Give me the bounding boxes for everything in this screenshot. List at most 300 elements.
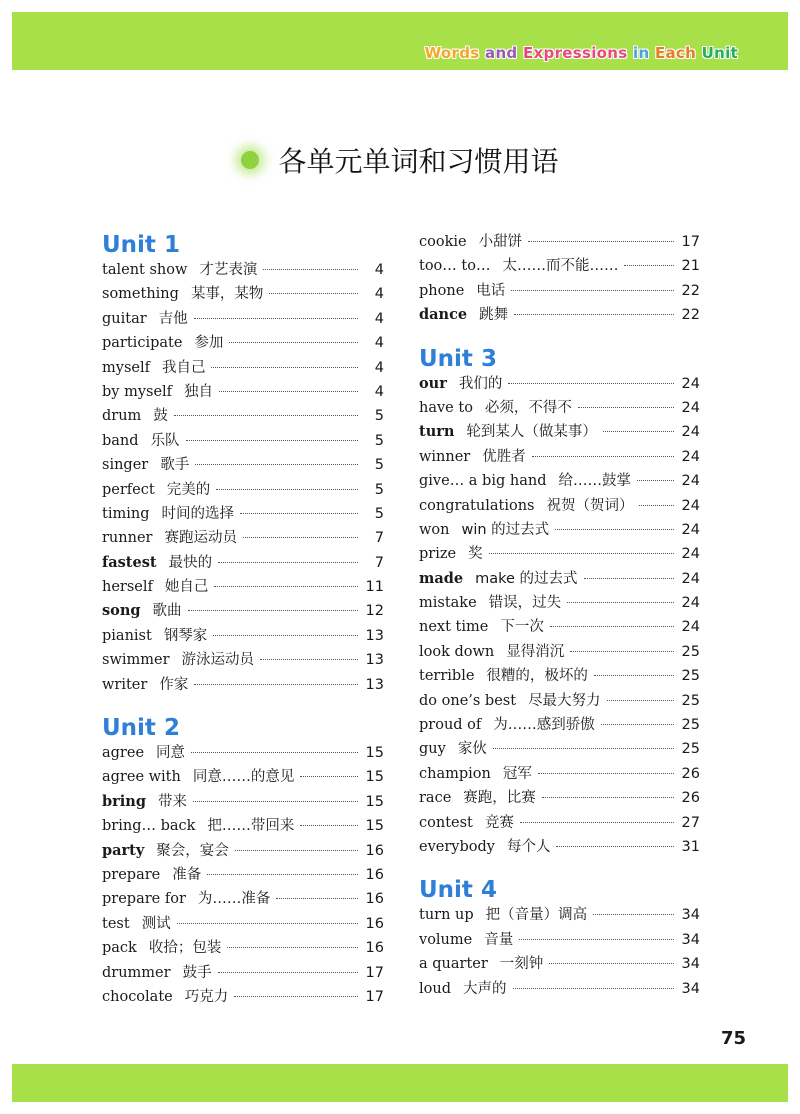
entry-english: herself — [102, 579, 153, 596]
vocab-entry — [102, 429, 384, 453]
entry-page: 24 — [681, 448, 700, 465]
entry-chinese: 电话 — [476, 282, 506, 299]
entry-page: 5 — [374, 408, 384, 425]
vocab-entry — [102, 790, 384, 814]
entry-page: 13 — [365, 652, 384, 669]
leader-dots — [528, 241, 674, 242]
leader-dots — [538, 773, 674, 774]
entry-english: winner — [419, 448, 471, 465]
vocab-entry — [419, 279, 700, 303]
vocab-entry — [419, 952, 700, 976]
green-dot-icon — [241, 151, 259, 169]
entry-page: 15 — [365, 793, 384, 810]
entry-page: 17 — [681, 234, 700, 250]
entry-chinese: 错误，过失 — [488, 595, 562, 612]
entry-page: 31 — [681, 838, 700, 855]
entry-english: have to — [419, 399, 473, 416]
entry-english: by myself — [102, 383, 173, 400]
entry-page: 5 — [374, 432, 384, 449]
leader-dots — [603, 431, 674, 432]
entry-chinese: make 的过去式 — [475, 570, 578, 587]
leader-dots — [584, 578, 674, 579]
entry-chinese: 必须，不得不 — [484, 399, 572, 416]
leader-dots — [542, 797, 674, 798]
entry-english: everybody — [419, 838, 495, 855]
leader-dots — [532, 456, 674, 457]
entry-page: 11 — [365, 579, 384, 596]
page-number: 75 — [720, 1028, 746, 1049]
entry-english: song — [102, 602, 141, 620]
entry-english: bring — [102, 792, 146, 810]
leader-dots — [639, 505, 674, 506]
entry-english: proud of — [419, 717, 482, 734]
entry-page: 17 — [365, 988, 384, 1005]
entry-page: 26 — [681, 790, 700, 807]
entry-chinese: 鼓手 — [182, 964, 212, 981]
entry-page: 13 — [365, 627, 384, 644]
entry-english: dance — [419, 306, 468, 324]
entry-page: 16 — [365, 866, 384, 883]
leader-dots — [216, 489, 358, 490]
footer-band — [12, 1064, 788, 1102]
vocab-entry — [102, 404, 384, 428]
entry-english: look down — [419, 643, 495, 660]
entry-english: timing — [102, 505, 150, 522]
entry-page: 24 — [681, 521, 700, 538]
vocab-entry — [419, 640, 700, 664]
entry-english: congratulations — [419, 497, 535, 514]
entry-chinese: 最快的 — [168, 554, 213, 571]
entry-english: guy — [419, 741, 446, 758]
entry-english: won — [419, 521, 450, 538]
header-word: Words — [424, 44, 480, 62]
leader-dots — [188, 610, 358, 611]
entry-chinese: 一刻钟 — [499, 956, 544, 973]
entry-chinese: 参加 — [194, 335, 224, 352]
entry-chinese: 轮到某人（做某事） — [466, 424, 597, 441]
vocab-entry — [102, 765, 384, 789]
leader-dots — [174, 415, 358, 416]
entry-chinese: 大声的 — [463, 980, 507, 997]
vocab-entry — [102, 356, 384, 380]
vocab-entry — [419, 518, 700, 542]
leader-dots — [489, 553, 674, 554]
entry-page: 5 — [374, 505, 384, 522]
entry-page: 25 — [681, 692, 700, 709]
entry-page: 25 — [681, 668, 700, 685]
vocab-entry — [419, 230, 700, 254]
entry-chinese: 为……感到骄傲 — [493, 717, 595, 734]
entry-page: 13 — [365, 676, 384, 693]
entry-page: 24 — [681, 497, 700, 514]
leader-dots — [229, 342, 358, 343]
entry-chinese: 为……准备 — [197, 891, 271, 908]
leader-dots — [570, 651, 674, 652]
vocab-entry — [102, 814, 384, 838]
entry-english: prepare for — [102, 891, 186, 908]
leader-dots — [519, 939, 674, 940]
entry-english: terrible — [419, 668, 475, 685]
vocab-entry — [419, 420, 700, 444]
entry-page: 34 — [681, 956, 700, 973]
vocab-entry — [419, 372, 700, 396]
entry-chinese: 把（音量）调高 — [485, 907, 588, 924]
entry-page: 34 — [681, 931, 700, 948]
entry-chinese: 赛跑，比赛 — [463, 790, 536, 807]
entry-page: 4 — [374, 359, 384, 376]
header-word: Each — [654, 44, 697, 62]
vocab-entry — [419, 762, 700, 786]
entry-chinese: 某事，某物 — [190, 286, 264, 303]
vocab-entry — [419, 713, 700, 737]
vocab-entry — [102, 258, 384, 282]
right-column — [419, 230, 700, 1001]
vocab-entry — [102, 575, 384, 599]
entry-english: prepare — [102, 866, 161, 883]
entry-english: prize — [419, 546, 457, 563]
entry-chinese: 跳舞 — [479, 307, 509, 324]
entry-chinese: 家伙 — [457, 741, 487, 758]
entry-english: volume — [419, 931, 473, 948]
entry-page: 25 — [681, 717, 700, 734]
entry-chinese: 收拾；包装 — [148, 940, 222, 957]
entry-page: 27 — [681, 814, 700, 831]
vocab-entry — [419, 445, 700, 469]
entry-chinese: 每个人 — [506, 838, 551, 855]
entry-english: perfect — [102, 481, 155, 498]
vocab-entry — [102, 863, 384, 887]
entry-chinese: 下一次 — [500, 619, 544, 636]
leader-dots — [195, 464, 358, 465]
entry-english: singer — [102, 457, 149, 474]
entry-page: 16 — [365, 940, 384, 957]
entry-page: 16 — [365, 915, 384, 932]
leader-dots — [211, 367, 358, 368]
entry-chinese: 带来 — [157, 793, 187, 810]
vocab-entry — [419, 977, 700, 1001]
entry-english: give… a big hand — [419, 473, 547, 490]
entry-page: 24 — [681, 619, 700, 636]
entry-chinese: 测试 — [141, 915, 171, 932]
leader-dots — [520, 822, 674, 823]
vocab-entry — [102, 985, 384, 1009]
entry-english: writer — [102, 676, 148, 693]
entry-page: 15 — [365, 818, 384, 835]
entry-chinese: 赛跑运动员 — [164, 530, 237, 547]
leader-dots — [493, 748, 674, 749]
entry-chinese: 音量 — [484, 931, 514, 948]
entry-page: 24 — [681, 375, 700, 392]
vocab-entry — [419, 254, 700, 278]
entry-page: 21 — [681, 258, 700, 275]
entry-chinese: 小甜饼 — [478, 234, 523, 250]
entry-chinese: 歌手 — [160, 457, 190, 474]
leader-dots — [186, 440, 358, 441]
vocab-entry — [419, 786, 700, 810]
entry-english: turn up — [419, 907, 474, 924]
entry-english: test — [102, 915, 130, 932]
entry-english: next time — [419, 619, 489, 636]
entry-english: runner — [102, 530, 153, 547]
vocab-entry — [102, 839, 384, 863]
vocab-entry — [102, 599, 384, 623]
leader-dots — [213, 635, 358, 636]
entry-english: champion — [419, 765, 491, 782]
vocab-entry — [419, 664, 700, 688]
leader-dots — [556, 846, 674, 847]
unit-word: Unit — [102, 232, 156, 258]
leader-dots — [191, 752, 358, 753]
vocab-entry — [419, 737, 700, 761]
entry-page: 5 — [374, 457, 384, 474]
left-column — [102, 232, 384, 1009]
entry-english: party — [102, 841, 145, 859]
entry-chinese: 歌曲 — [152, 603, 182, 620]
entry-chinese: 冠军 — [502, 765, 532, 782]
entry-english: cookie — [419, 234, 467, 250]
entry-english: band — [102, 432, 139, 449]
leader-dots — [567, 602, 674, 603]
header-title — [425, 44, 738, 62]
vocab-entry — [419, 494, 700, 518]
entry-page: 4 — [374, 383, 384, 400]
entry-chinese: 她自己 — [164, 579, 209, 596]
leader-dots — [624, 265, 674, 266]
entry-page: 4 — [374, 335, 384, 352]
leader-dots — [550, 626, 674, 627]
leader-dots — [514, 314, 674, 315]
leader-dots — [218, 972, 358, 973]
entry-chinese: 竞赛 — [484, 814, 514, 831]
unit-number: 2 — [163, 715, 180, 742]
leader-dots — [555, 529, 674, 530]
leader-dots — [235, 850, 358, 851]
entry-chinese: 我自己 — [161, 359, 206, 376]
entry-chinese: 时间的选择 — [161, 505, 234, 522]
vocab-entry — [102, 526, 384, 550]
entry-page: 24 — [681, 424, 700, 441]
entry-chinese: 鼓 — [153, 408, 168, 425]
vocab-entry — [102, 307, 384, 331]
entry-page: 7 — [374, 530, 384, 547]
unit-number: 1 — [163, 232, 180, 258]
vocab-entry — [102, 673, 384, 697]
entry-english: participate — [102, 335, 183, 352]
entry-english: myself — [102, 359, 150, 376]
entry-page: 25 — [681, 643, 700, 660]
entry-chinese: 显得消沉 — [506, 643, 565, 660]
leader-dots — [300, 825, 358, 826]
vocab-entry — [102, 887, 384, 911]
vocab-entry — [419, 567, 700, 591]
entry-chinese: 独自 — [184, 383, 214, 400]
entry-english: pack — [102, 940, 137, 957]
vocab-entry — [419, 835, 700, 859]
entry-chinese: win 的过去式 — [461, 521, 550, 538]
leader-dots — [243, 537, 358, 538]
entry-chinese: 把……带回来 — [207, 818, 295, 835]
leader-dots — [194, 684, 358, 685]
entry-page: 22 — [681, 282, 700, 299]
vocab-entry — [102, 624, 384, 648]
leader-dots — [269, 293, 358, 294]
entry-english: agree with — [102, 769, 181, 786]
unit-heading — [419, 346, 700, 372]
unit-heading — [419, 877, 700, 903]
unit-word: Unit — [419, 345, 473, 372]
entry-english: contest — [419, 814, 473, 831]
unit-word: Unit — [102, 715, 156, 742]
vocab-entry — [102, 741, 384, 765]
leader-dots — [207, 874, 358, 875]
vocab-entry — [102, 380, 384, 404]
entry-chinese: 奖 — [468, 546, 483, 563]
leader-dots — [263, 269, 358, 270]
leader-dots — [549, 963, 674, 964]
entry-chinese: 优胜者 — [482, 448, 526, 465]
entry-page: 15 — [365, 769, 384, 786]
entry-page: 16 — [365, 842, 384, 859]
entry-english: mistake — [419, 595, 477, 612]
unit-number: 3 — [480, 345, 497, 372]
entry-page: 24 — [681, 595, 700, 612]
vocab-entry — [419, 928, 700, 952]
entry-chinese: 我们的 — [458, 375, 503, 392]
vocab-entry — [419, 811, 700, 835]
vocab-entry — [419, 903, 700, 927]
leader-dots — [513, 988, 675, 989]
vocab-entry — [419, 396, 700, 420]
entry-chinese: 乐队 — [150, 432, 180, 449]
entry-page: 34 — [681, 907, 700, 924]
entry-english: loud — [419, 980, 451, 997]
entry-page: 7 — [374, 554, 384, 571]
leader-dots — [227, 947, 358, 948]
entry-page: 34 — [681, 980, 700, 997]
unit-heading — [102, 232, 384, 258]
entry-chinese: 巧克力 — [184, 988, 229, 1005]
entry-chinese: 尽最大努力 — [528, 692, 601, 709]
unit-number: 4 — [480, 877, 497, 904]
entry-page: 26 — [681, 765, 700, 782]
entry-page: 17 — [365, 964, 384, 981]
entry-english: drum — [102, 408, 142, 425]
leader-dots — [601, 724, 674, 725]
unit-heading — [102, 715, 384, 741]
header-word: and — [485, 44, 518, 62]
leader-dots — [240, 513, 358, 514]
entry-page: 25 — [681, 741, 700, 758]
entry-english: our — [419, 374, 447, 392]
header-word: Unit — [701, 44, 738, 62]
entry-chinese: 作家 — [159, 676, 189, 693]
page-title: 各单元单词和习惯用语 — [278, 145, 559, 178]
leader-dots — [276, 898, 358, 899]
entry-english: too… to… — [419, 258, 491, 275]
entry-chinese: 同意……的意见 — [192, 769, 295, 786]
entry-english: phone — [419, 282, 465, 299]
entry-page: 4 — [374, 286, 384, 303]
leader-dots — [177, 923, 358, 924]
leader-dots — [300, 776, 358, 777]
leader-dots — [508, 383, 674, 384]
title-block — [0, 140, 800, 180]
entry-page: 4 — [374, 310, 384, 327]
entry-english: swimmer — [102, 652, 170, 669]
entry-english: turn — [419, 423, 455, 441]
entry-page: 24 — [681, 546, 700, 563]
entry-chinese: 同意 — [156, 745, 186, 762]
entry-chinese: 聚会，宴会 — [156, 842, 229, 859]
vocab-entry — [419, 689, 700, 713]
unit-word: Unit — [419, 877, 473, 904]
leader-dots — [593, 914, 674, 915]
entry-page: 12 — [365, 603, 384, 620]
leader-dots — [578, 407, 674, 408]
leader-dots — [194, 318, 358, 319]
leader-dots — [193, 801, 358, 802]
entry-chinese: 给……鼓掌 — [558, 473, 631, 490]
entry-english: talent show — [102, 262, 188, 278]
vocab-entry — [102, 648, 384, 672]
entry-english: do one’s best — [419, 692, 517, 709]
entry-english: a quarter — [419, 956, 488, 973]
leader-dots — [260, 659, 358, 660]
entry-page: 22 — [681, 307, 700, 324]
entry-page: 24 — [681, 473, 700, 490]
leader-dots — [511, 290, 674, 291]
vocab-entry — [102, 551, 384, 575]
entry-english: something — [102, 286, 179, 303]
vocab-entry — [102, 331, 384, 355]
vocab-entry — [102, 282, 384, 306]
vocab-entry — [102, 453, 384, 477]
entry-english: agree — [102, 745, 145, 762]
entry-english: chocolate — [102, 988, 173, 1005]
vocab-entry — [419, 615, 700, 639]
entry-page: 24 — [681, 570, 700, 587]
leader-dots — [214, 586, 358, 587]
header-word: in — [633, 44, 650, 62]
vocab-entry — [102, 961, 384, 985]
entry-english: guitar — [102, 310, 147, 327]
entry-english: drummer — [102, 964, 171, 981]
entry-page: 5 — [374, 481, 384, 498]
entry-chinese: 吉他 — [158, 310, 188, 327]
vocab-entry — [419, 469, 700, 493]
entry-chinese: 完美的 — [166, 481, 211, 498]
leader-dots — [218, 562, 358, 563]
entry-chinese: 才艺表演 — [199, 262, 258, 278]
entry-english: bring… back — [102, 818, 196, 835]
vocab-entry — [102, 912, 384, 936]
entry-chinese: 游泳运动员 — [181, 652, 255, 669]
vocab-entry — [102, 478, 384, 502]
vocab-entry — [419, 591, 700, 615]
leader-dots — [219, 391, 358, 392]
entry-english: made — [419, 569, 464, 587]
leader-dots — [637, 480, 674, 481]
vocab-entry — [419, 542, 700, 566]
vocab-entry — [102, 502, 384, 526]
header-word: Expressions — [523, 44, 628, 62]
entry-chinese: 准备 — [172, 866, 202, 883]
entry-page: 16 — [365, 891, 384, 908]
entry-english: pianist — [102, 627, 152, 644]
leader-dots — [607, 700, 674, 701]
vocab-entry — [419, 303, 700, 327]
entry-chinese: 钢琴家 — [163, 627, 208, 644]
